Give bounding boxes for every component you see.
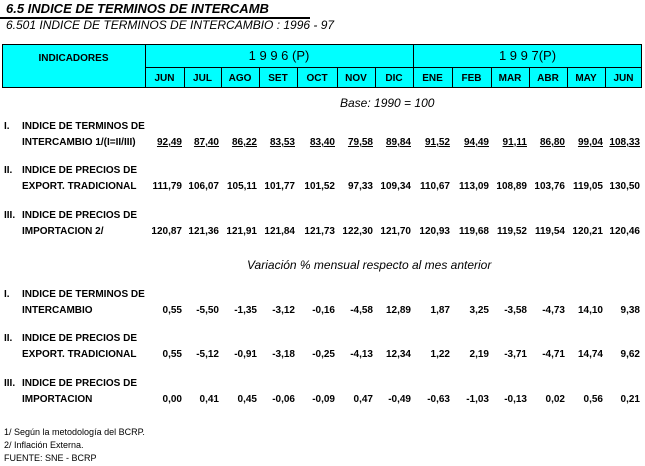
table-cell-value: 109,34 <box>380 181 411 192</box>
month-header: MAR <box>498 73 522 84</box>
table-cell-value: 99,04 <box>577 137 603 148</box>
month-header: OCT <box>306 73 328 84</box>
month-header: AGO <box>228 73 252 84</box>
table-cell-value: 122,30 <box>342 226 373 237</box>
footnote-1: 1/ Según la metodología del BCRP. <box>4 427 145 437</box>
month-header: ENE <box>422 73 443 84</box>
table-cell-value: -0,63 <box>427 394 450 405</box>
table-cell-value: 108,33 <box>609 137 640 148</box>
table-cell-value: 0,02 <box>545 394 565 405</box>
page-title: 6.5 INDICE DE TERMINOS DE INTERCAMB <box>6 1 269 16</box>
variation-note: Variación % mensual respecto al mes anterior <box>247 258 492 272</box>
table-cell-value: -0,13 <box>504 394 527 405</box>
table-cell-value: 110,67 <box>419 181 450 192</box>
table-cell-value: 113,09 <box>458 181 489 192</box>
table-cell-value: 0,41 <box>199 394 219 405</box>
table-cell-value: 12,34 <box>385 349 411 360</box>
row-roman-numeral: III. <box>4 378 16 389</box>
table-cell-value: -0,49 <box>388 394 411 405</box>
table-cell-value: 0,21 <box>620 394 640 405</box>
table-cell-value: 120,46 <box>609 226 640 237</box>
base-note: Base: 1990 = 100 <box>340 96 435 110</box>
row-roman-numeral: II. <box>4 333 13 344</box>
row-label-line1: INDICE DE TERMINOS DE <box>22 121 145 132</box>
table-cell-value: 130,50 <box>609 181 640 192</box>
table-cell-value: 3,25 <box>469 305 489 316</box>
table-cell-value: 91,52 <box>424 137 450 148</box>
table-cell-value: -4,71 <box>542 349 565 360</box>
table-cell-value: 120,93 <box>419 226 450 237</box>
table-cell-value: 121,91 <box>226 226 257 237</box>
table-cell-value: -0,91 <box>234 349 257 360</box>
table-cell-value: 101,77 <box>264 181 295 192</box>
table-cell-value: 89,84 <box>385 137 411 148</box>
table-cell-value: -5,50 <box>196 305 219 316</box>
table-cell-value: 101,52 <box>304 181 335 192</box>
table-cell-value: -4,58 <box>350 305 373 316</box>
table-cell-value: 79,58 <box>347 137 373 148</box>
table-cell-value: 0,55 <box>162 349 182 360</box>
table-cell-value: 121,84 <box>264 226 295 237</box>
table-cell-value: 0,45 <box>237 394 257 405</box>
month-header: MAY <box>575 73 597 84</box>
row-label-line2: IMPORTACION <box>22 394 93 405</box>
indicators-header: INDICADORES <box>38 53 109 64</box>
table-cell-value: 0,56 <box>583 394 603 405</box>
table-cell-value: 121,70 <box>380 226 411 237</box>
table-cell-value: -4,73 <box>542 305 565 316</box>
table-cell-value: 97,33 <box>347 181 373 192</box>
table-cell-value: 92,49 <box>156 137 182 148</box>
table-cell-value: 83,40 <box>309 137 335 148</box>
month-header: JUN <box>613 73 634 84</box>
table-cell-value: 91,11 <box>502 137 527 148</box>
month-header: FEB <box>461 73 482 84</box>
table-cell-value: 120,87 <box>151 226 182 237</box>
month-header: JUN <box>154 73 175 84</box>
month-header: JUL <box>193 73 212 84</box>
table-cell-value: 119,05 <box>572 181 603 192</box>
month-header: DIC <box>385 73 403 84</box>
row-label-line1: INDICE DE PRECIOS DE <box>22 333 138 344</box>
table-cell-value: -3,18 <box>272 349 295 360</box>
table-cell-value: -3,58 <box>504 305 527 316</box>
table-cell-value: -0,06 <box>272 394 295 405</box>
month-header: NOV <box>345 73 367 84</box>
table-cell-value: 0,55 <box>162 305 182 316</box>
page-subtitle: 6.501 INDICE DE TERMINOS DE INTERCAMBIO : 1996 - 97 <box>6 18 335 32</box>
row-label-line2: INTERCAMBIO 1/(I=II/III) <box>22 137 136 148</box>
table-cell-value: 111,79 <box>152 181 182 192</box>
row-label-line1: INDICE DE TERMINOS DE <box>22 289 145 300</box>
row-roman-numeral: II. <box>4 165 13 176</box>
row-roman-numeral: I. <box>4 289 10 300</box>
table-cell-value: -4,13 <box>350 349 373 360</box>
table-cell-value: 0,47 <box>353 394 373 405</box>
table-cell-value: 119,52 <box>496 226 527 237</box>
table-cell-value: 2,19 <box>469 349 489 360</box>
month-header: SET <box>268 73 288 84</box>
footnote-2: 2/ Inflación Externa. <box>4 440 84 450</box>
table-cell-value: -1,35 <box>234 305 257 316</box>
table-cell-value: 9,62 <box>620 349 640 360</box>
row-label-line2: INTERCAMBIO <box>22 305 93 316</box>
row-roman-numeral: I. <box>4 121 10 132</box>
table-cell-value: -1,03 <box>466 394 489 405</box>
table-cell-value: -3,71 <box>504 349 527 360</box>
table-cell-value: 9,38 <box>620 305 640 316</box>
table-cell-value: 86,80 <box>539 137 565 148</box>
table-cell-value: 121,36 <box>188 226 219 237</box>
row-label-line2: EXPORT. TRADICIONAL <box>22 349 137 360</box>
table-cell-value: -3,12 <box>272 305 295 316</box>
footnote-source: FUENTE: SNE - BCRP <box>4 453 97 463</box>
table-cell-value: 12,89 <box>385 305 411 316</box>
row-label-line2: EXPORT. TRADICIONAL <box>22 181 137 192</box>
row-label-line1: INDICE DE PRECIOS DE <box>22 378 138 389</box>
table-cell-value: 108,89 <box>496 181 527 192</box>
table-cell-value: 83,53 <box>269 137 295 148</box>
year-1996-header: 1 9 9 6 (P) <box>248 48 310 63</box>
table-cell-value: -0,16 <box>312 305 335 316</box>
table-cell-value: 121,73 <box>304 226 335 237</box>
table-cell-value: 119,54 <box>534 226 565 237</box>
table-cell-value: -0,09 <box>312 394 335 405</box>
year-1997-header: 1 9 9 7(P) <box>498 48 557 63</box>
table-cell-value: 103,76 <box>534 181 565 192</box>
table-cell-value: 14,74 <box>577 349 603 360</box>
table-cell-value: 1,22 <box>430 349 450 360</box>
row-roman-numeral: III. <box>4 210 16 221</box>
table-cell-value: 1,87 <box>430 305 450 316</box>
table-cell-value: 14,10 <box>577 305 603 316</box>
table-cell-value: -0,25 <box>312 349 335 360</box>
table-cell-value: 94,49 <box>463 137 489 148</box>
table-cell-value: 120,21 <box>572 226 603 237</box>
table-cell-value: 105,11 <box>226 181 257 192</box>
table-cell-value: 87,40 <box>193 137 219 148</box>
row-label-line1: INDICE DE PRECIOS DE <box>22 210 138 221</box>
table-cell-value: 106,07 <box>188 181 219 192</box>
table-cell-value: 0,00 <box>162 394 182 405</box>
row-label-line1: INDICE DE PRECIOS DE <box>22 165 138 176</box>
table-cell-value: 119,68 <box>458 226 489 237</box>
table-cell-value: 86,22 <box>231 137 257 148</box>
table-cell-value: -5,12 <box>196 349 219 360</box>
row-label-line2: IMPORTACION 2/ <box>22 226 104 237</box>
month-header: ABR <box>537 73 559 84</box>
